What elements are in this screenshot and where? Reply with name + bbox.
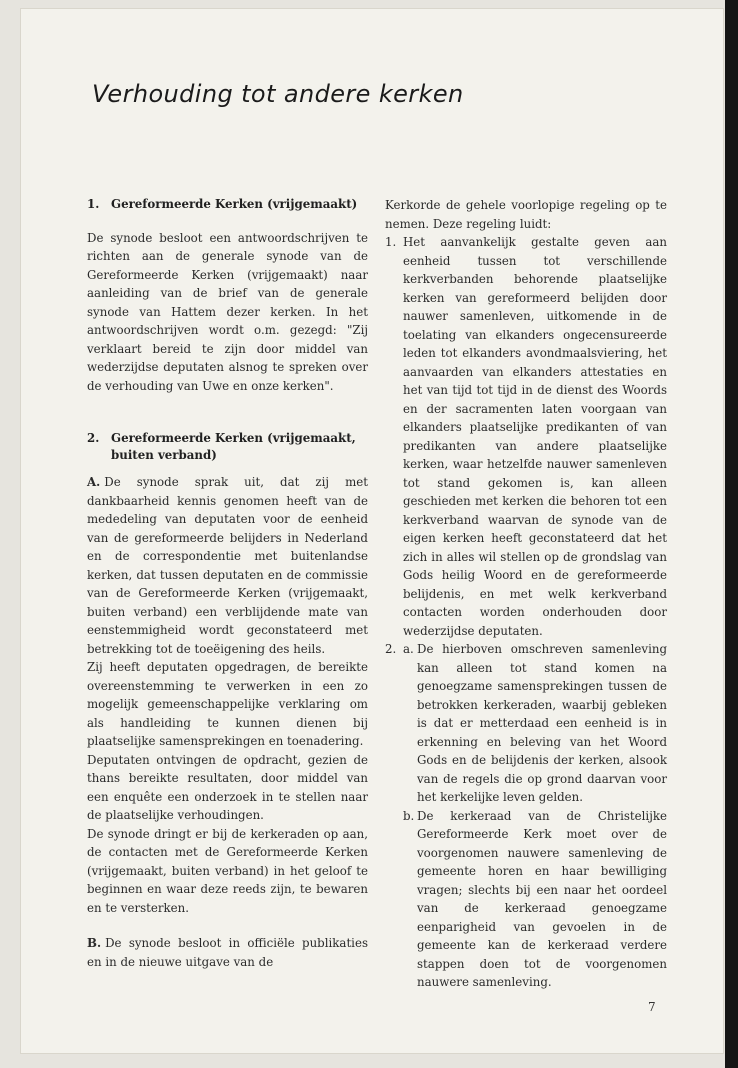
regulation-item-1-text: Het aanvankelijk gestalte geven aan eenheid tussen tot verschillende kerkverbanden behorende plaatselijke kerken van gereformeerd belijden door nauwer samenleven, uitkomende in de toelating van elkanders ongecensureerde leden tot elkanders avondmaalsviering, het aanvaarden van elkanders attestaties en het van tijd tot tijd in de dienst des Woords en der sacramenten laten voorgaan van elkanders plaatselijke predikanten of van predikanten van andere plaatselijke kerken, waar hetzelfde nauwer samenleven tot stand gekomen is, kan alleen geschieden met kerken die behoren tot een kerkverband waarvan de synode van de eigen kerken heeft geconstateerd dat het zich in alles wil stellen op de grondslag van Gods heilig Woord en de gereformeerde belijdenis, en met welk kerkverband contacten worden onderhouden door wederzijdse deputaten. [403,235,667,638]
regulation-item-1-number: 1. [385,235,397,249]
right-column [385,196,667,992]
regulation-item-2a-label: a. [403,642,414,656]
section-1-text: De synode besloot een antwoordschrijven te richten aan de generale synode van de Gereformeerde Kerken (vrijgemaakt) naar aanleiding van de brief van de generale synode van Hattem dezer kerken. In het antwoordschrijven wordt o.m. gezegd: "Zij verklaart bereid te zijn door middel van wederzijdse deputaten alsnog te spreken over de verhouding van Uwe en onze kerken". [87,230,368,393]
scan-edge [725,0,738,1068]
regulation-item-2 [385,640,667,992]
regulation-item-1 [385,233,667,640]
paragraph-a-4: De synode dringt er bij de kerkeraden op aan, de contacten met de Gereformeerde Kerken (vrijgemaakt, buiten verband) in het geloof te beginnen en waar deze reeds zijn, te bewaren en te versterken. [87,826,368,915]
document-page [20,8,724,1054]
regulation-item-2b [403,807,667,992]
paragraph-a-label: A. [87,475,101,489]
regulation-item-2b-text: De kerkeraad van de Christelijke Gereformeerde Kerk moet over de voorgenomen nauwere samenleving de gemeente horen en haar bewilliging vragen; slechts bij een naar het oordeel van de kerkeraad genoegzame eenparigheid van gevoelen in de gemeente kan de kerkeraad verdere stappen doen tot de voorgenomen nauwere samenleving. [417,808,667,989]
paragraph-b-label: B. [87,936,102,950]
regulation-item-2-number: 2. [385,642,397,656]
section-1-heading [87,196,368,213]
paragraph-a [87,473,368,658]
section-2-number: 2. [87,431,100,445]
section-1-number: 1. [87,197,100,211]
section-2-heading [87,430,368,463]
regulation-item-2a [403,640,667,807]
regulation-intro: Kerkorde de gehele voorlopige regeling op te nemen. Deze regeling luidt: [385,198,667,231]
section-2-title: Gereformeerde Kerken (vrijgemaakt, buiten verband) [111,431,356,462]
regulation-item-2a-text: De hierboven omschreven samenleving kan alleen tot stand komen na genoegzame samensprekingen tussen de betrokken kerkeraden, waarbij gebleken is dat er metterdaad een eenheid is in erkenning en beleving van het Woord Gods en de belijdenis der kerken, alsook van de regels die op grond daarvan voor het kerkelijke leven gelden. [417,642,667,804]
paragraph-b [87,934,368,971]
paragraph-a-3: Deputaten ontvingen de opdracht, gezien de thans bereikte resultaten, door middel van een enquête een onderzoek in te stellen naar de plaatselijke verhoudingen. [87,752,368,822]
page-title: Verhouding tot andere kerken [92,80,464,108]
section-1-title: Gereformeerde Kerken (vrijgemaakt) [111,197,358,211]
paragraph-a-2: Zij heeft deputaten opgedragen, de bereikte overeenstemming te verwerken in een zo mogelijk gemeenschappelijke verklaring om als handleiding te kunnen dienen bij plaatselijke samensprekingen en toenadering. [87,660,368,748]
left-column [87,196,368,971]
paragraph-b-text: De synode besloot in officiële publikaties en in de nieuwe uitgave van de [87,936,368,969]
regulation-item-2b-label: b. [403,808,415,823]
paragraph-a-text: De synode sprak uit, dat zij met dankbaarheid kennis genomen heeft van de mededeling van deputaten voor de eenheid van de gereformeerde belijders in Nederland en de correspondentie met buitenlandse kerken, dat tussen deputaten en de commissie van de Gereformeerde Kerken (vrijgemaakt, buiten verband) een verblijdende mate van eenstemmigheid wordt geconstateerd met betrekking tot de toeëigening des heils. [87,475,368,656]
page-number: 7 [648,1000,656,1014]
regulation-item-2-body [403,640,667,992]
